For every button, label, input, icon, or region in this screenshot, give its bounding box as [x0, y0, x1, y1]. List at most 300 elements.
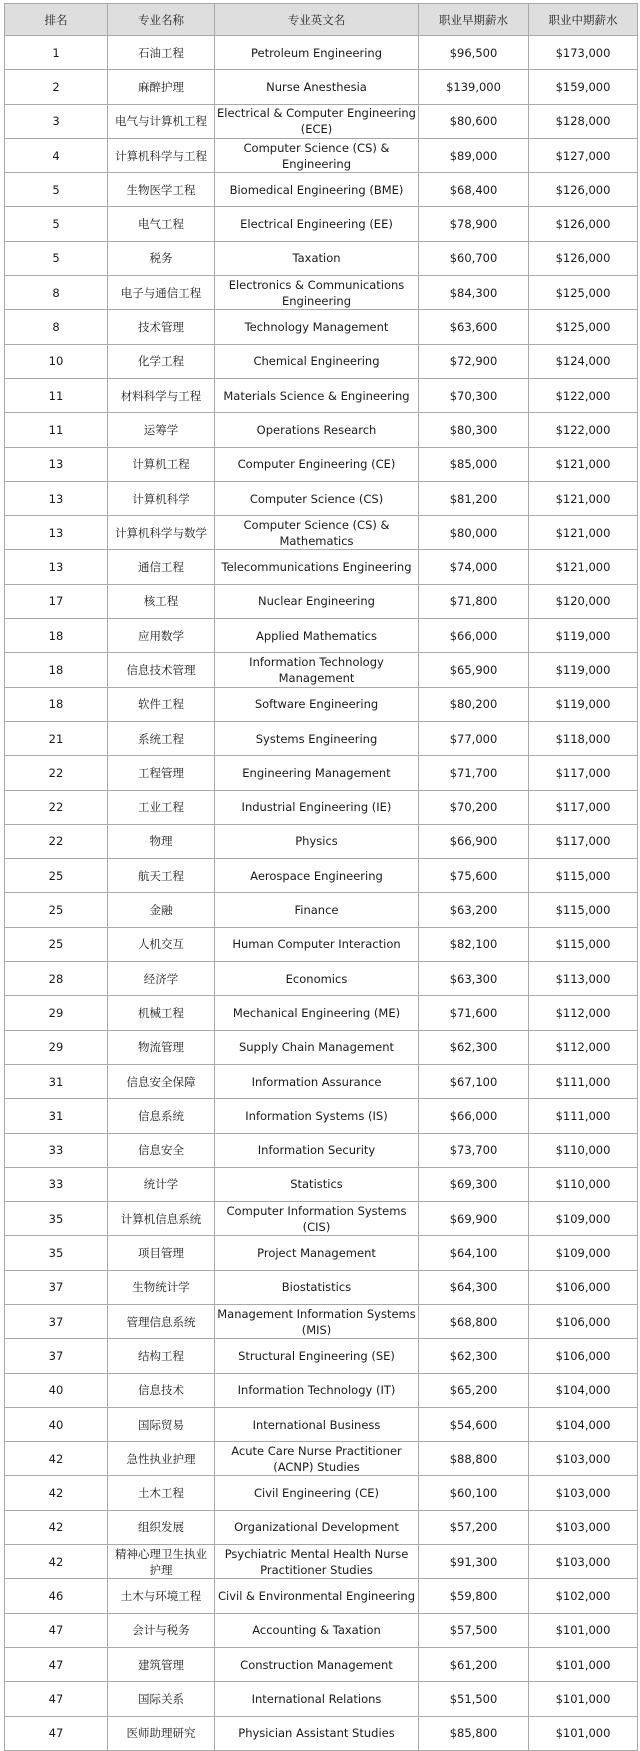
- early-career-salary-cell: $62,300: [419, 1030, 529, 1064]
- major-name-cell: 土木工程: [108, 1476, 215, 1510]
- early-career-salary-cell: $88,800: [419, 1442, 529, 1476]
- mid-career-salary-cell: $121,000: [529, 447, 638, 481]
- rank-cell: 47: [5, 1613, 108, 1647]
- major-name-cell: 计算机科学与工程: [108, 138, 215, 172]
- mid-career-salary-cell: $103,000: [529, 1442, 638, 1476]
- table-row: [5, 241, 638, 275]
- table-row: [5, 1304, 638, 1338]
- early-career-salary-cell: $71,800: [419, 584, 529, 618]
- major-name-cell: 技术管理: [108, 310, 215, 344]
- rank-cell: 22: [5, 756, 108, 790]
- rank-cell: 33: [5, 1133, 108, 1167]
- major-name-cell: 电气工程: [108, 207, 215, 241]
- early-career-salary-cell: $84,300: [419, 276, 529, 310]
- table-row: [5, 36, 638, 70]
- rank-cell: 40: [5, 1407, 108, 1441]
- early-career-salary-cell: $85,800: [419, 1716, 529, 1750]
- mid-career-salary-cell: $104,000: [529, 1373, 638, 1407]
- mid-career-salary-cell: $109,000: [529, 1202, 638, 1236]
- table-row: [5, 378, 638, 412]
- major-english-name-cell: Industrial Engineering (IE): [215, 790, 419, 824]
- early-career-salary-cell: $67,100: [419, 1064, 529, 1098]
- major-english-name-cell: Psychiatric Mental Health Nurse Practitioner Studies: [215, 1545, 419, 1579]
- rank-cell: 37: [5, 1304, 108, 1338]
- table-row: [5, 721, 638, 755]
- early-career-salary-cell: $139,000: [419, 70, 529, 104]
- rank-cell: 25: [5, 927, 108, 961]
- major-english-name-cell: Electrical Engineering (EE): [215, 207, 419, 241]
- table-row: [5, 1236, 638, 1270]
- table-row: [5, 927, 638, 961]
- mid-career-salary-cell: $112,000: [529, 1030, 638, 1064]
- major-english-name-cell: Supply Chain Management: [215, 1030, 419, 1064]
- early-career-salary-cell: $91,300: [419, 1545, 529, 1579]
- table-row: [5, 1202, 638, 1236]
- mid-career-salary-cell: $115,000: [529, 893, 638, 927]
- early-career-salary-cell: $73,700: [419, 1133, 529, 1167]
- early-career-salary-cell: $66,900: [419, 824, 529, 858]
- major-name-cell: 信息安全: [108, 1133, 215, 1167]
- mid-career-salary-cell: $103,000: [529, 1510, 638, 1544]
- major-name-cell: 物理: [108, 824, 215, 858]
- table-row: [5, 1133, 638, 1167]
- major-name-cell: 税务: [108, 241, 215, 275]
- rank-cell: 13: [5, 516, 108, 550]
- rank-cell: 22: [5, 790, 108, 824]
- major-name-cell: 麻醉护理: [108, 70, 215, 104]
- early-career-salary-cell: $62,300: [419, 1339, 529, 1373]
- early-career-salary-cell: $80,600: [419, 104, 529, 138]
- rank-cell: 37: [5, 1339, 108, 1373]
- major-english-name-cell: Structural Engineering (SE): [215, 1339, 419, 1373]
- major-name-cell: 生物统计学: [108, 1270, 215, 1304]
- early-career-salary-cell: $69,300: [419, 1167, 529, 1201]
- mid-career-salary-cell: $103,000: [529, 1545, 638, 1579]
- mid-career-salary-cell: $101,000: [529, 1613, 638, 1647]
- mid-career-salary-cell: $101,000: [529, 1716, 638, 1750]
- major-english-name-cell: Nuclear Engineering: [215, 584, 419, 618]
- rank-cell: 28: [5, 962, 108, 996]
- rank-cell: 33: [5, 1167, 108, 1201]
- major-english-name-cell: Technology Management: [215, 310, 419, 344]
- mid-career-salary-cell: $159,000: [529, 70, 638, 104]
- mid-career-salary-cell: $117,000: [529, 824, 638, 858]
- table-row: [5, 516, 638, 550]
- major-name-cell: 通信工程: [108, 550, 215, 584]
- major-english-name-cell: Engineering Management: [215, 756, 419, 790]
- major-name-cell: 系统工程: [108, 721, 215, 755]
- major-english-name-cell: International Relations: [215, 1682, 419, 1716]
- major-name-cell: 结构工程: [108, 1339, 215, 1373]
- rank-cell: 8: [5, 310, 108, 344]
- early-career-salary-cell: $51,500: [419, 1682, 529, 1716]
- major-name-cell: 航天工程: [108, 859, 215, 893]
- major-name-cell: 计算机工程: [108, 447, 215, 481]
- major-name-cell: 机械工程: [108, 996, 215, 1030]
- major-english-name-cell: Information Technology Management: [215, 653, 419, 687]
- header-mid-career-salary: 职业中期薪水: [529, 4, 638, 36]
- table-row: [5, 687, 638, 721]
- rank-cell: 42: [5, 1442, 108, 1476]
- mid-career-salary-cell: $110,000: [529, 1167, 638, 1201]
- major-english-name-cell: Statistics: [215, 1167, 419, 1201]
- major-english-name-cell: Petroleum Engineering: [215, 36, 419, 70]
- mid-career-salary-cell: $103,000: [529, 1476, 638, 1510]
- major-name-cell: 电子与通信工程: [108, 276, 215, 310]
- major-english-name-cell: Operations Research: [215, 413, 419, 447]
- rank-cell: 47: [5, 1716, 108, 1750]
- early-career-salary-cell: $80,200: [419, 687, 529, 721]
- major-english-name-cell: Information Security: [215, 1133, 419, 1167]
- mid-career-salary-cell: $111,000: [529, 1099, 638, 1133]
- table-row: [5, 790, 638, 824]
- major-name-cell: 精神心理卫生执业护理: [108, 1545, 215, 1579]
- early-career-salary-cell: $54,600: [419, 1407, 529, 1441]
- table-row: [5, 207, 638, 241]
- rank-cell: 4: [5, 138, 108, 172]
- major-english-name-cell: Construction Management: [215, 1647, 419, 1681]
- rank-cell: 25: [5, 893, 108, 927]
- major-name-cell: 核工程: [108, 584, 215, 618]
- table-row: [5, 1545, 638, 1579]
- mid-career-salary-cell: $106,000: [529, 1304, 638, 1338]
- early-career-salary-cell: $66,000: [419, 1099, 529, 1133]
- early-career-salary-cell: $69,900: [419, 1202, 529, 1236]
- early-career-salary-cell: $70,200: [419, 790, 529, 824]
- early-career-salary-cell: $74,000: [419, 550, 529, 584]
- major-name-cell: 管理信息系统: [108, 1304, 215, 1338]
- mid-career-salary-cell: $119,000: [529, 653, 638, 687]
- major-english-name-cell: Computer Engineering (CE): [215, 447, 419, 481]
- early-career-salary-cell: $65,200: [419, 1373, 529, 1407]
- major-name-cell: 计算机科学: [108, 481, 215, 515]
- early-career-salary-cell: $63,600: [419, 310, 529, 344]
- major-name-cell: 土木与环境工程: [108, 1579, 215, 1613]
- mid-career-salary-cell: $119,000: [529, 687, 638, 721]
- major-name-cell: 计算机信息系统: [108, 1202, 215, 1236]
- early-career-salary-cell: $80,000: [419, 516, 529, 550]
- table-row: [5, 962, 638, 996]
- mid-career-salary-cell: $125,000: [529, 310, 638, 344]
- major-name-cell: 经济学: [108, 962, 215, 996]
- rank-cell: 8: [5, 276, 108, 310]
- mid-career-salary-cell: $117,000: [529, 756, 638, 790]
- major-name-cell: 信息系统: [108, 1099, 215, 1133]
- major-english-name-cell: Materials Science & Engineering: [215, 378, 419, 412]
- rank-cell: 1: [5, 36, 108, 70]
- major-name-cell: 材料科学与工程: [108, 378, 215, 412]
- early-career-salary-cell: $82,100: [419, 927, 529, 961]
- mid-career-salary-cell: $117,000: [529, 790, 638, 824]
- early-career-salary-cell: $68,400: [419, 173, 529, 207]
- major-english-name-cell: Information Technology (IT): [215, 1373, 419, 1407]
- major-english-name-cell: Project Management: [215, 1236, 419, 1270]
- rank-cell: 22: [5, 824, 108, 858]
- rank-cell: 18: [5, 687, 108, 721]
- rank-cell: 18: [5, 653, 108, 687]
- table-row: [5, 70, 638, 104]
- rank-cell: 29: [5, 1030, 108, 1064]
- early-career-salary-cell: $85,000: [419, 447, 529, 481]
- header-early-career-salary: 职业早期薪水: [419, 4, 529, 36]
- rank-cell: 47: [5, 1682, 108, 1716]
- table-row: [5, 1270, 638, 1304]
- major-english-name-cell: Human Computer Interaction: [215, 927, 419, 961]
- rank-cell: 42: [5, 1510, 108, 1544]
- early-career-salary-cell: $81,200: [419, 481, 529, 515]
- rank-cell: 5: [5, 207, 108, 241]
- header-major-name: 专业名称: [108, 4, 215, 36]
- table-row: [5, 653, 638, 687]
- rank-cell: 11: [5, 413, 108, 447]
- major-name-cell: 软件工程: [108, 687, 215, 721]
- rank-cell: 21: [5, 721, 108, 755]
- mid-career-salary-cell: $111,000: [529, 1064, 638, 1098]
- mid-career-salary-cell: $121,000: [529, 550, 638, 584]
- early-career-salary-cell: $96,500: [419, 36, 529, 70]
- major-name-cell: 信息安全保障: [108, 1064, 215, 1098]
- early-career-salary-cell: $77,000: [419, 721, 529, 755]
- early-career-salary-cell: $68,800: [419, 1304, 529, 1338]
- major-name-cell: 物流管理: [108, 1030, 215, 1064]
- major-name-cell: 项目管理: [108, 1236, 215, 1270]
- early-career-salary-cell: $64,100: [419, 1236, 529, 1270]
- major-name-cell: 信息技术管理: [108, 653, 215, 687]
- table-row: [5, 173, 638, 207]
- rank-cell: 2: [5, 70, 108, 104]
- salary-table: [4, 3, 638, 1751]
- table-row: [5, 481, 638, 515]
- mid-career-salary-cell: $121,000: [529, 516, 638, 550]
- major-english-name-cell: International Business: [215, 1407, 419, 1441]
- major-english-name-cell: Finance: [215, 893, 419, 927]
- major-english-name-cell: Computer Science (CS): [215, 481, 419, 515]
- table-row: [5, 1579, 638, 1613]
- mid-career-salary-cell: $110,000: [529, 1133, 638, 1167]
- early-career-salary-cell: $78,900: [419, 207, 529, 241]
- major-english-name-cell: Nurse Anesthesia: [215, 70, 419, 104]
- rank-cell: 29: [5, 996, 108, 1030]
- mid-career-salary-cell: $126,000: [529, 207, 638, 241]
- mid-career-salary-cell: $115,000: [529, 859, 638, 893]
- early-career-salary-cell: $89,000: [419, 138, 529, 172]
- rank-cell: 46: [5, 1579, 108, 1613]
- rank-cell: 11: [5, 378, 108, 412]
- major-name-cell: 运筹学: [108, 413, 215, 447]
- table-row: [5, 1167, 638, 1201]
- table-row: [5, 1510, 638, 1544]
- table-row: [5, 344, 638, 378]
- rank-cell: 5: [5, 173, 108, 207]
- early-career-salary-cell: $57,200: [419, 1510, 529, 1544]
- major-name-cell: 国际关系: [108, 1682, 215, 1716]
- major-name-cell: 会计与税务: [108, 1613, 215, 1647]
- major-name-cell: 人机交互: [108, 927, 215, 961]
- major-english-name-cell: Organizational Development: [215, 1510, 419, 1544]
- table-row: [5, 1682, 638, 1716]
- table-row: [5, 138, 638, 172]
- major-name-cell: 金融: [108, 893, 215, 927]
- major-name-cell: 生物医学工程: [108, 173, 215, 207]
- mid-career-salary-cell: $118,000: [529, 721, 638, 755]
- mid-career-salary-cell: $125,000: [529, 276, 638, 310]
- early-career-salary-cell: $65,900: [419, 653, 529, 687]
- rank-cell: 47: [5, 1647, 108, 1681]
- early-career-salary-cell: $66,000: [419, 619, 529, 653]
- rank-cell: 18: [5, 619, 108, 653]
- mid-career-salary-cell: $127,000: [529, 138, 638, 172]
- major-name-cell: 统计学: [108, 1167, 215, 1201]
- table-row: [5, 1613, 638, 1647]
- table-row: [5, 1373, 638, 1407]
- early-career-salary-cell: $71,700: [419, 756, 529, 790]
- mid-career-salary-cell: $128,000: [529, 104, 638, 138]
- mid-career-salary-cell: $121,000: [529, 481, 638, 515]
- mid-career-salary-cell: $115,000: [529, 927, 638, 961]
- major-name-cell: 国际贸易: [108, 1407, 215, 1441]
- table-header: [5, 4, 638, 36]
- major-name-cell: 电气与计算机工程: [108, 104, 215, 138]
- major-english-name-cell: Aerospace Engineering: [215, 859, 419, 893]
- mid-career-salary-cell: $109,000: [529, 1236, 638, 1270]
- major-name-cell: 石油工程: [108, 36, 215, 70]
- table-row: [5, 447, 638, 481]
- major-name-cell: 信息技术: [108, 1373, 215, 1407]
- early-career-salary-cell: $59,800: [419, 1579, 529, 1613]
- header-major-english-name: 专业英文名: [215, 4, 419, 36]
- table-row: [5, 584, 638, 618]
- major-english-name-cell: Biomedical Engineering (BME): [215, 173, 419, 207]
- table-row: [5, 1030, 638, 1064]
- major-name-cell: 工程管理: [108, 756, 215, 790]
- major-english-name-cell: Accounting & Taxation: [215, 1613, 419, 1647]
- major-english-name-cell: Computer Science (CS) & Engineering: [215, 138, 419, 172]
- major-name-cell: 计算机科学与数学: [108, 516, 215, 550]
- mid-career-salary-cell: $173,000: [529, 36, 638, 70]
- rank-cell: 25: [5, 859, 108, 893]
- major-name-cell: 化学工程: [108, 344, 215, 378]
- major-name-cell: 急性执业护理: [108, 1442, 215, 1476]
- early-career-salary-cell: $60,700: [419, 241, 529, 275]
- major-english-name-cell: Software Engineering: [215, 687, 419, 721]
- major-english-name-cell: Computer Information Systems (CIS): [215, 1202, 419, 1236]
- major-english-name-cell: Acute Care Nurse Practitioner (ACNP) Studies: [215, 1442, 419, 1476]
- rank-cell: 3: [5, 104, 108, 138]
- major-name-cell: 工业工程: [108, 790, 215, 824]
- table-row: [5, 1099, 638, 1133]
- major-english-name-cell: Economics: [215, 962, 419, 996]
- early-career-salary-cell: $71,600: [419, 996, 529, 1030]
- table-row: [5, 104, 638, 138]
- rank-cell: 10: [5, 344, 108, 378]
- major-english-name-cell: Management Information Systems (MIS): [215, 1304, 419, 1338]
- mid-career-salary-cell: $112,000: [529, 996, 638, 1030]
- rank-cell: 40: [5, 1373, 108, 1407]
- major-name-cell: 建筑管理: [108, 1647, 215, 1681]
- rank-cell: 31: [5, 1099, 108, 1133]
- major-english-name-cell: Systems Engineering: [215, 721, 419, 755]
- mid-career-salary-cell: $106,000: [529, 1270, 638, 1304]
- mid-career-salary-cell: $104,000: [529, 1407, 638, 1441]
- mid-career-salary-cell: $106,000: [529, 1339, 638, 1373]
- mid-career-salary-cell: $126,000: [529, 173, 638, 207]
- major-english-name-cell: Chemical Engineering: [215, 344, 419, 378]
- early-career-salary-cell: $70,300: [419, 378, 529, 412]
- major-english-name-cell: Electrical & Computer Engineering (ECE): [215, 104, 419, 138]
- rank-cell: 35: [5, 1202, 108, 1236]
- rank-cell: 42: [5, 1476, 108, 1510]
- major-english-name-cell: Civil & Environmental Engineering: [215, 1579, 419, 1613]
- table-row: [5, 1647, 638, 1681]
- rank-cell: 17: [5, 584, 108, 618]
- header-row: [5, 4, 638, 36]
- early-career-salary-cell: $60,100: [419, 1476, 529, 1510]
- table-row: [5, 996, 638, 1030]
- mid-career-salary-cell: $119,000: [529, 619, 638, 653]
- mid-career-salary-cell: $120,000: [529, 584, 638, 618]
- rank-cell: 42: [5, 1545, 108, 1579]
- rank-cell: 13: [5, 447, 108, 481]
- major-name-cell: 组织发展: [108, 1510, 215, 1544]
- major-english-name-cell: Electronics & Communications Engineering: [215, 276, 419, 310]
- table-row: [5, 824, 638, 858]
- table-row: [5, 1442, 638, 1476]
- major-english-name-cell: Physics: [215, 824, 419, 858]
- header-rank: 排名: [5, 4, 108, 36]
- table-row: [5, 1716, 638, 1750]
- early-career-salary-cell: $64,300: [419, 1270, 529, 1304]
- table-body: [5, 36, 638, 1751]
- rank-cell: 13: [5, 550, 108, 584]
- mid-career-salary-cell: $122,000: [529, 413, 638, 447]
- mid-career-salary-cell: $122,000: [529, 378, 638, 412]
- major-english-name-cell: Taxation: [215, 241, 419, 275]
- rank-cell: 37: [5, 1270, 108, 1304]
- mid-career-salary-cell: $101,000: [529, 1682, 638, 1716]
- mid-career-salary-cell: $113,000: [529, 962, 638, 996]
- mid-career-salary-cell: $102,000: [529, 1579, 638, 1613]
- table-row: [5, 413, 638, 447]
- major-english-name-cell: Computer Science (CS) & Mathematics: [215, 516, 419, 550]
- rank-cell: 31: [5, 1064, 108, 1098]
- major-english-name-cell: Information Assurance: [215, 1064, 419, 1098]
- table-row: [5, 1339, 638, 1373]
- table-row: [5, 893, 638, 927]
- table-row: [5, 550, 638, 584]
- major-english-name-cell: Civil Engineering (CE): [215, 1476, 419, 1510]
- early-career-salary-cell: $72,900: [419, 344, 529, 378]
- early-career-salary-cell: $75,600: [419, 859, 529, 893]
- mid-career-salary-cell: $124,000: [529, 344, 638, 378]
- major-english-name-cell: Physician Assistant Studies: [215, 1716, 419, 1750]
- early-career-salary-cell: $57,500: [419, 1613, 529, 1647]
- mid-career-salary-cell: $101,000: [529, 1647, 638, 1681]
- major-english-name-cell: Information Systems (IS): [215, 1099, 419, 1133]
- major-english-name-cell: Biostatistics: [215, 1270, 419, 1304]
- table-row: [5, 619, 638, 653]
- table-row: [5, 310, 638, 344]
- major-english-name-cell: Mechanical Engineering (ME): [215, 996, 419, 1030]
- table-row: [5, 859, 638, 893]
- major-name-cell: 医师助理研究: [108, 1716, 215, 1750]
- table-row: [5, 1064, 638, 1098]
- table-row: [5, 1407, 638, 1441]
- early-career-salary-cell: $63,200: [419, 893, 529, 927]
- major-name-cell: 应用数学: [108, 619, 215, 653]
- mid-career-salary-cell: $126,000: [529, 241, 638, 275]
- early-career-salary-cell: $61,200: [419, 1647, 529, 1681]
- early-career-salary-cell: $63,300: [419, 962, 529, 996]
